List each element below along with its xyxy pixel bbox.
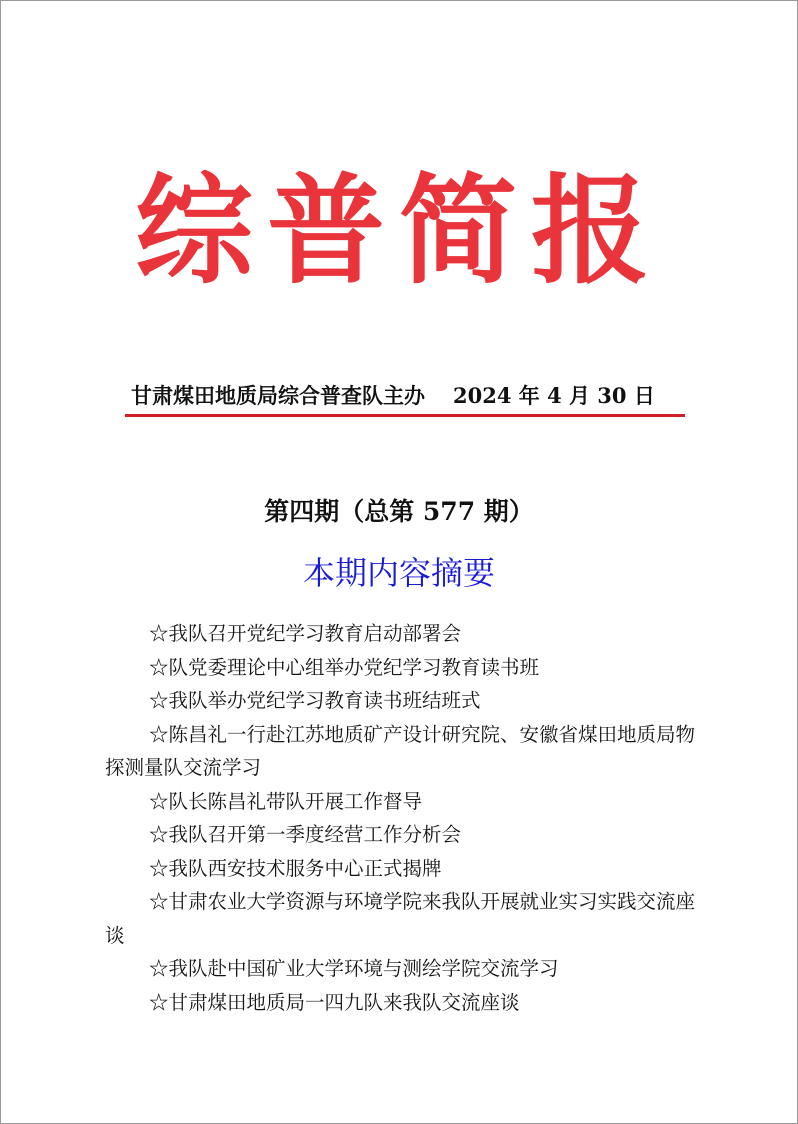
masthead-divider	[125, 414, 685, 417]
summary-item: ☆我队举办党纪学习教育读书班结班式	[149, 689, 481, 712]
summary-item: ☆陈昌礼一行赴江苏地质矿产设计研究院、安徽省煤田地质局物探测量队交流学习	[105, 722, 696, 779]
summary-heading: 本期内容摘要	[302, 554, 495, 592]
summary-item: ☆队党委理论中心组举办党纪学习教育读书班	[149, 655, 540, 679]
summary-item: ☆我队召开第一季度经营工作分析会	[149, 823, 462, 846]
summary-item: ☆我队召开党纪学习教育启动部署会	[149, 622, 462, 645]
summary-item: ☆队长陈昌礼带队开展工作督导	[149, 789, 423, 813]
issue-number: 第四期（总第 577 期）	[264, 497, 534, 526]
publish-date: 2024 年 4 月 30 日	[453, 383, 655, 408]
summary-item: ☆我队西安技术服务中心正式揭牌	[149, 856, 442, 880]
publisher-organizer: 甘肃煤田地质局综合普查队主办	[131, 383, 425, 408]
summary-list	[105, 617, 701, 1019]
masthead-title: 综普简报	[134, 162, 663, 300]
summary-item: ☆我队赴中国矿业大学环境与测绘学院交流学习	[149, 957, 559, 980]
summary-item: ☆甘肃农业大学资源与环境学院来我队开展就业实习实践交流座谈	[105, 890, 696, 947]
summary-item: ☆甘肃煤田地质局一四九队来我队交流座谈	[149, 990, 520, 1014]
publisher-line	[131, 381, 683, 411]
